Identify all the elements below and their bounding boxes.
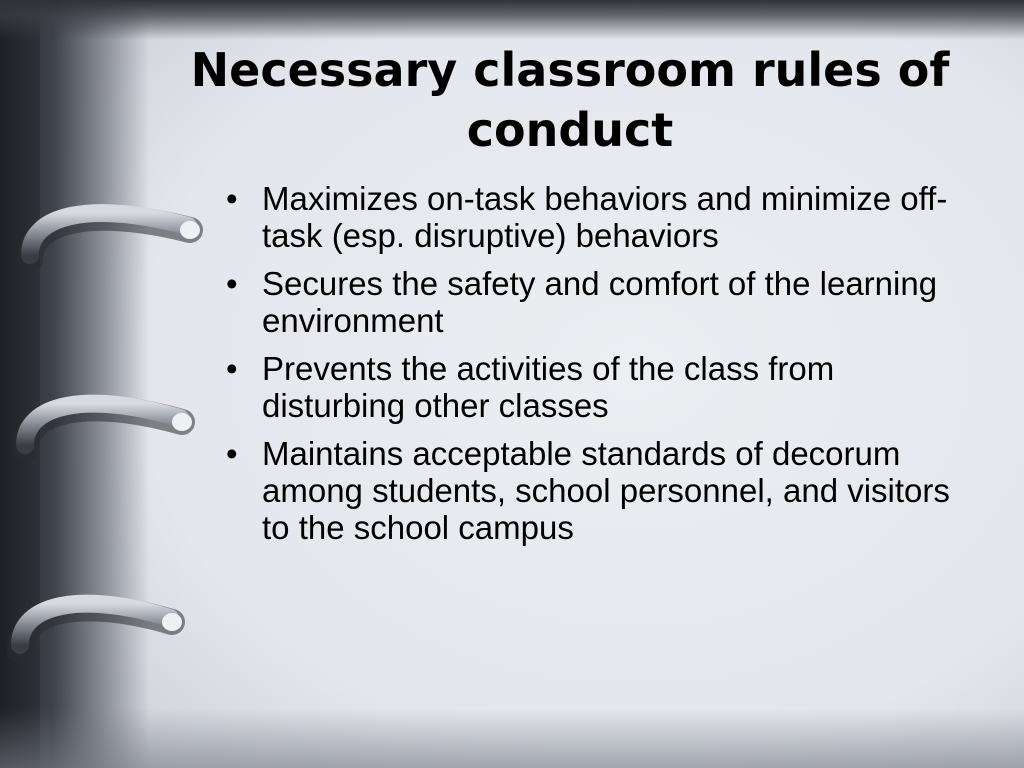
binder-ring-bottom — [20, 604, 182, 650]
bullet-text: Prevents the activities of the class from disturbing other classes — [262, 350, 835, 424]
bullet-point-icon: • — [226, 265, 238, 302]
bullet-point-icon: • — [226, 350, 238, 387]
bullet-point-icon: • — [226, 435, 238, 472]
slide-title: Necessary classroom rules of conduct — [190, 43, 950, 157]
bullet-list — [222, 180, 982, 557]
bullet-item — [222, 265, 982, 339]
bullet-text: Secures the safety and comfort of the learning environment — [262, 265, 938, 339]
binder-ring-top — [30, 213, 200, 260]
bullet-text: Maintains acceptable standards of decorum among students, school personnel, and visitors to the school campus — [262, 435, 950, 546]
binder-ring-middle — [25, 404, 192, 450]
bullet-item — [222, 435, 982, 546]
bullet-text: Maximizes on-task behaviors and minimize off-task (esp. disruptive) behaviors — [262, 180, 948, 254]
bullet-point-icon: • — [226, 180, 238, 217]
bullet-item — [222, 350, 982, 424]
bullet-item — [222, 180, 982, 254]
